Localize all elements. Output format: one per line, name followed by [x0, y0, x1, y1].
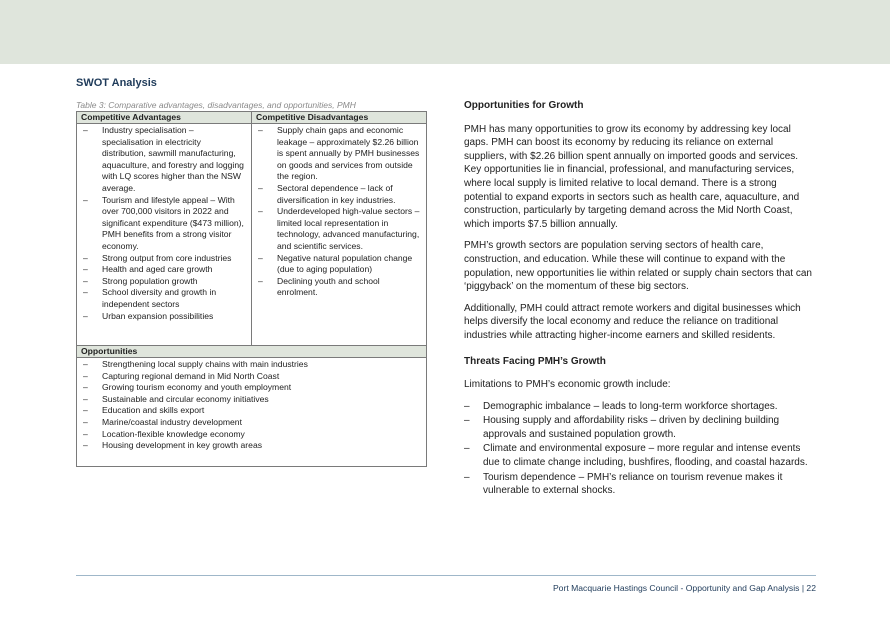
disadvantage-item: – Declining youth and school enrolment. [256, 276, 422, 299]
header-band [0, 0, 890, 64]
opportunity-item: – Education and skills export [81, 405, 422, 417]
table-caption: Table 3: Comparative advantages, disadvantages, and opportunities, PMH [76, 100, 356, 110]
opportunity-item: – Growing tourism economy and youth employment [81, 382, 422, 394]
advantage-item: – Health and aged care growth [81, 264, 247, 276]
advantage-item: – Strong population growth [81, 276, 247, 288]
advantage-item: – School diversity and growth in independent sectors [81, 287, 247, 310]
disadvantage-item: – Supply chain gaps and economic leakage – approximately $2.26 billion is spent annually by PMH businesses on goods and services from outside the region. [256, 125, 422, 183]
disadvantages-cell [252, 124, 427, 346]
threats-heading: Threats Facing PMH’s Growth [464, 355, 606, 367]
swot-table [76, 111, 427, 467]
page-footer: Port Macquarie Hastings Council - Opportunity and Gap Analysis | 22 [552, 583, 816, 593]
threats-intro: Limitations to PMH’s economic growth include: [464, 379, 671, 391]
threat-item: – Housing supply and affordability risks – driven by declining building approvals and sustained population growth. [464, 414, 816, 441]
threat-item: – Climate and environmental exposure – more regular and intense events due to climate change including, bushfires, flooding, and coastal hazards. [464, 442, 816, 469]
advantage-item: – Urban expansion possibilities [81, 311, 247, 323]
advantage-item: – Tourism and lifestyle appeal – With over 700,000 visitors in 2022 and significant expenditure ($473 million), PMH benefits from a strong visitor economy. [81, 195, 247, 253]
opportunity-item: – Marine/coastal industry development [81, 417, 422, 429]
opportunities-cell [77, 358, 427, 467]
paragraph: PMH has many opportunities to grow its economy by addressing key local gaps. PMH can boost its economy by reducing its reliance on external suppliers, with $2.26 billion spent annually on imported goods and services. Key opportunities lie in financial, professional, and manufacturing services, where local supply is limited relative to local demand. There is a strong potential to expand exports in sectors such as health care, aquaculture, and construction, particularly by targeting demand across the Mid North Coast, which imports $7.5 billion annually. [464, 123, 800, 230]
threats-list [464, 400, 816, 498]
disadvantage-item: – Sectoral dependence – lack of diversification in key industries. [256, 183, 422, 206]
disadvantage-item: – Negative natural population change (due to aging population) [256, 253, 422, 276]
opportunities-header: Opportunities [77, 346, 427, 358]
advantage-item: – Strong output from core industries [81, 253, 247, 265]
disadvantages-header: Competitive Disadvantages [252, 112, 427, 124]
opportunity-item: – Capturing regional demand in Mid North Coast [81, 371, 422, 383]
right-column [464, 99, 816, 499]
threat-item: – Tourism dependence – PMH’s reliance on tourism revenue makes it vulnerable to external shocks. [464, 471, 816, 498]
disadvantage-item: – Underdeveloped high-value sectors – limited local representation in technology, advanced manufacturing, and scientific services. [256, 206, 422, 252]
opportunity-item: – Housing development in key growth areas [81, 440, 422, 452]
opportunity-item: – Strengthening local supply chains with main industries [81, 359, 422, 371]
section-title: SWOT Analysis [76, 77, 157, 89]
advantage-item: – Industry specialisation – specialisation in electricity distribution, sawmill manufacturing, aquaculture, and forestry and logging with LQ scores higher than the NSW average. [81, 125, 247, 195]
paragraph: PMH’s growth sectors are population serving sectors of health care, construction, and education. While these will continue to expand with the population, new opportunities lie within related or supply chain sectors that can ‘piggyback’ on the momentum of these big sectors. [464, 240, 812, 293]
footer-divider [76, 575, 816, 576]
advantages-header: Competitive Advantages [77, 112, 252, 124]
opportunity-item: – Sustainable and circular economy initiatives [81, 394, 422, 406]
opportunity-item: – Location-flexible knowledge economy [81, 429, 422, 441]
threat-item: – Demographic imbalance – leads to long-term workforce shortages. [464, 400, 816, 414]
advantages-cell [77, 124, 252, 346]
opportunities-growth-heading: Opportunities for Growth [464, 100, 584, 111]
paragraph: Additionally, PMH could attract remote workers and digital businesses which helps diversify the local economy and reduce the reliance on traditional industries while attracting higher-income earners and skilled residents. [464, 302, 801, 341]
